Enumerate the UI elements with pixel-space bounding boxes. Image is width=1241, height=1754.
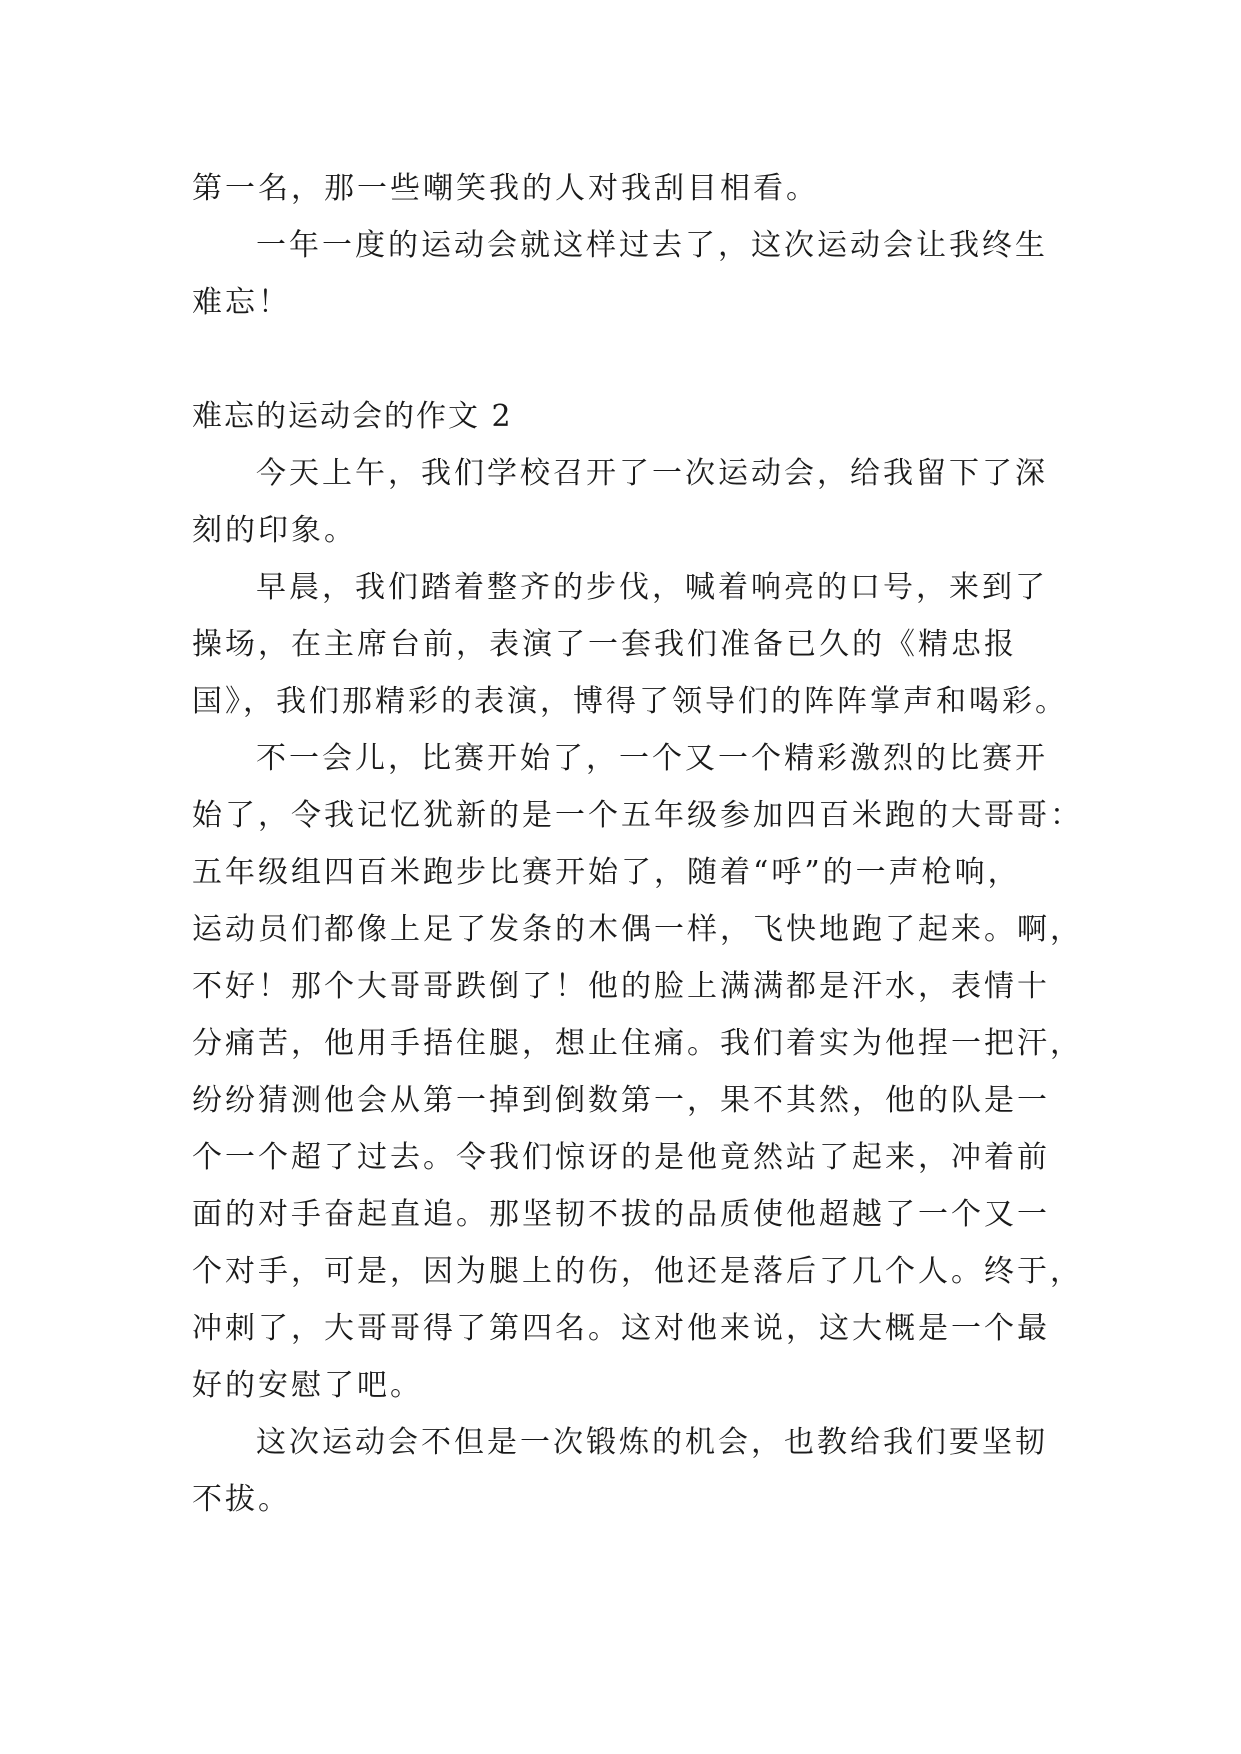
paragraph-line: 刻的印象。 — [192, 513, 357, 548]
paragraph-line: 不拔。 — [192, 1482, 291, 1517]
paragraph-line: 国》，我们那精彩的表演，博得了领导们的阵阵掌声和喝彩。 — [192, 684, 1068, 719]
section-heading: 难忘的运动会的作文 2 — [192, 399, 513, 434]
paragraph-line: 运动员们都像上足了发条的木偶一样，飞快地跑了起来。啊， — [192, 912, 1083, 947]
paragraph-line: 不一会儿，比赛开始了，一个又一个精彩激烈的比赛开 — [256, 741, 1048, 776]
paragraph-line: 个一个超了过去。令我们惊讶的是他竟然站了起来，冲着前 — [192, 1140, 1050, 1175]
paragraph-line: 早晨，我们踏着整齐的步伐，喊着响亮的口号，来到了 — [256, 570, 1048, 605]
paragraph-line: 始了，令我记忆犹新的是一个五年级参加四百米跑的大哥哥： — [192, 798, 1083, 833]
paragraph-line: 一年一度的运动会就这样过去了，这次运动会让我终生 — [256, 228, 1048, 263]
paragraph-line: 今天上午，我们学校召开了一次运动会，给我留下了深 — [256, 456, 1048, 491]
paragraph-line: 这次运动会不但是一次锻炼的机会，也教给我们要坚韧 — [256, 1425, 1048, 1460]
paragraph-line: 不好！那个大哥哥跌倒了！他的脸上满满都是汗水，表情十 — [192, 969, 1050, 1004]
paragraph-line: 分痛苦，他用手捂住腿，想止住痛。我们着实为他捏一把汗， — [192, 1026, 1083, 1061]
section-gap — [192, 331, 1052, 388]
paragraph-line: 难忘！ — [192, 285, 291, 320]
paragraph-line: 个对手，可是，因为腿上的伤，他还是落后了几个人。终于， — [192, 1254, 1083, 1289]
paragraph-line: 操场，在主席台前，表演了一套我们准备已久的《精忠报 — [192, 627, 1017, 662]
paragraph-line: 好的安慰了吧。 — [192, 1368, 423, 1403]
paragraph-line: 五年级组四百米跑步比赛开始了，随着“呼”的一声枪响， — [192, 855, 1021, 890]
paragraph-line: 第一名，那一些嘲笑我的人对我刮目相看。 — [192, 171, 819, 206]
essay-text — [192, 160, 1083, 1528]
paragraph-line: 纷纷猜测他会从第一掉到倒数第一，果不其然，他的队是一 — [192, 1083, 1050, 1118]
paragraph-line: 冲刺了，大哥哥得了第四名。这对他来说，这大概是一个最 — [192, 1311, 1050, 1346]
paragraph-line: 面的对手奋起直追。那坚韧不拔的品质使他超越了一个又一 — [192, 1197, 1050, 1232]
